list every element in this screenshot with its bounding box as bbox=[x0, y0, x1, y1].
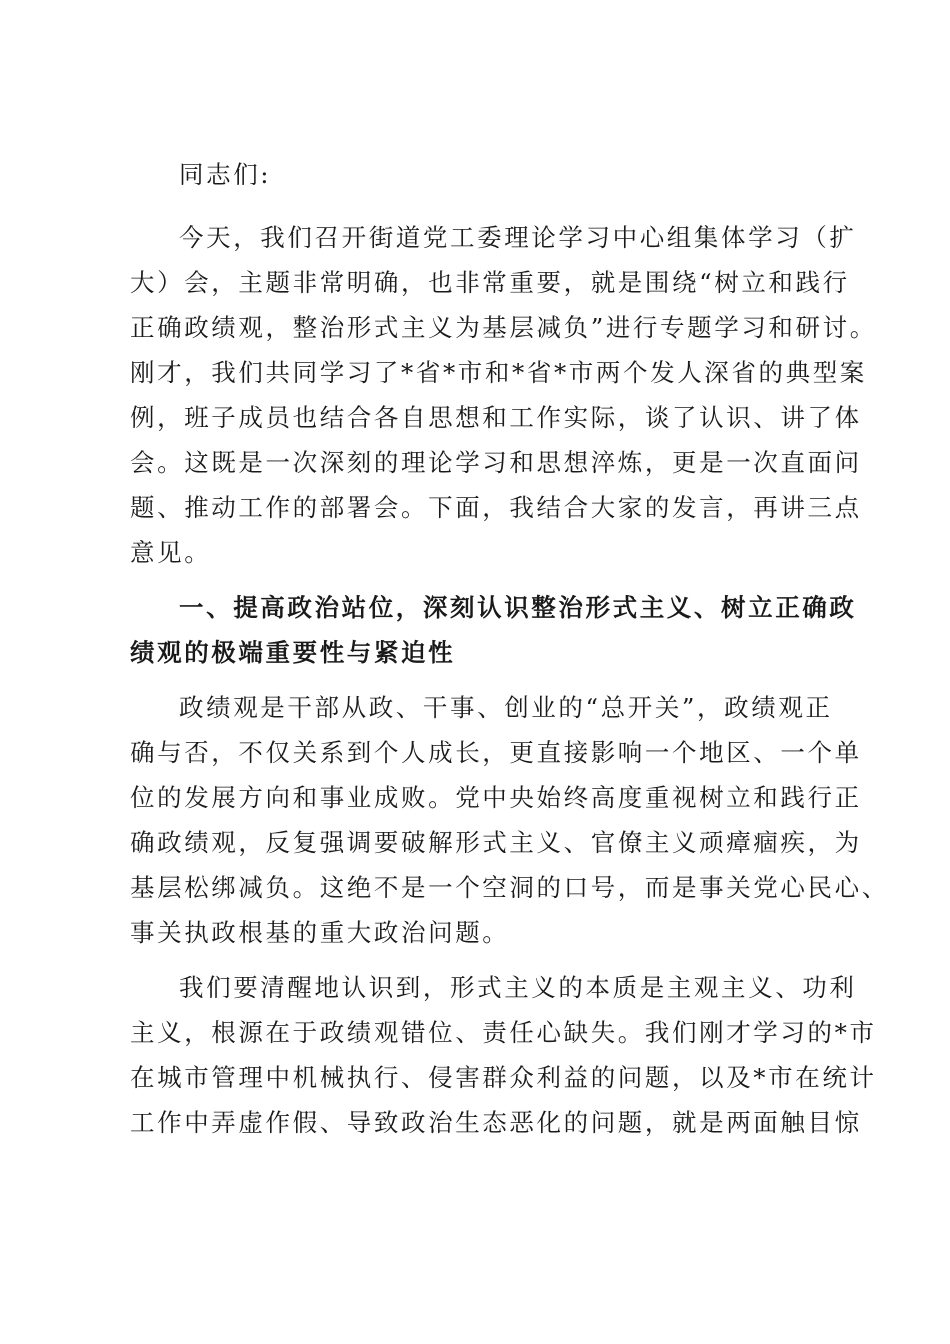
heading-line: 一、提高政治站位，深刻认识整治形式主义、树立正确政 bbox=[179, 593, 857, 622]
paragraph-line: 工作中弄虚作假、导致政治生态恶化的问题，就是两面触目惊 bbox=[130, 1108, 862, 1137]
paragraph-line: 确与否，不仅关系到个人成长，更直接影响一个地区、一个单 bbox=[130, 738, 862, 767]
paragraph-line: 今天，我们召开街道党工委理论学习中心组集体学习（扩 bbox=[179, 223, 857, 252]
salutation: 同志们: bbox=[179, 160, 272, 189]
paragraph-line: 刚才，我们共同学习了*省*市和*省*市两个发人深省的典型案 bbox=[130, 358, 867, 387]
paragraph-line: 基层松绑减负。这绝不是一个空洞的口号，而是事关党心民心、 bbox=[130, 873, 889, 902]
paragraph-line: 位的发展方向和事业成败。党中央始终高度重视树立和践行正 bbox=[130, 783, 862, 812]
paragraph-opening bbox=[130, 215, 877, 575]
paragraph-line: 主义，根源在于政绩观错位、责任心缺失。我们刚才学习的*市 bbox=[130, 1018, 877, 1047]
paragraph-line: 正确政绩观，整治形式主义为基层减负”进行专题学习和研讨。 bbox=[130, 313, 877, 342]
paragraph-line: 政绩观是干部从政、干事、创业的“总开关”，政绩观正 bbox=[179, 693, 833, 722]
paragraph-line: 大）会，主题非常明确，也非常重要，就是围绕“树立和践行 bbox=[130, 268, 850, 297]
paragraph-line: 事关执政根基的重大政治问题。 bbox=[130, 918, 510, 947]
paragraph-line: 会。这既是一次深刻的理论学习和思想淬炼，更是一次直面问 bbox=[130, 448, 862, 477]
paragraph-line: 确政绩观，反复强调要破解形式主义、官僚主义顽瘴痼疾，为 bbox=[130, 828, 862, 857]
paragraph-line: 题、推动工作的部署会。下面，我结合大家的发言，再讲三点 bbox=[130, 493, 862, 522]
paragraph-body-2 bbox=[130, 965, 877, 1145]
heading-line: 绩观的极端重要性与紧迫性 bbox=[130, 638, 456, 667]
document-page bbox=[130, 152, 889, 1145]
paragraph-line: 意见。 bbox=[130, 538, 212, 567]
paragraph-line: 我们要清醒地认识到，形式主义的本质是主观主义、功利 bbox=[179, 973, 857, 1002]
section-heading bbox=[130, 585, 857, 675]
paragraph-line: 在城市管理中机械执行、侵害群众利益的问题，以及*市在统计 bbox=[130, 1063, 877, 1092]
paragraph-line: 例，班子成员也结合各自思想和工作实际，谈了认识、讲了体 bbox=[130, 403, 862, 432]
paragraph-body-1 bbox=[130, 685, 889, 955]
